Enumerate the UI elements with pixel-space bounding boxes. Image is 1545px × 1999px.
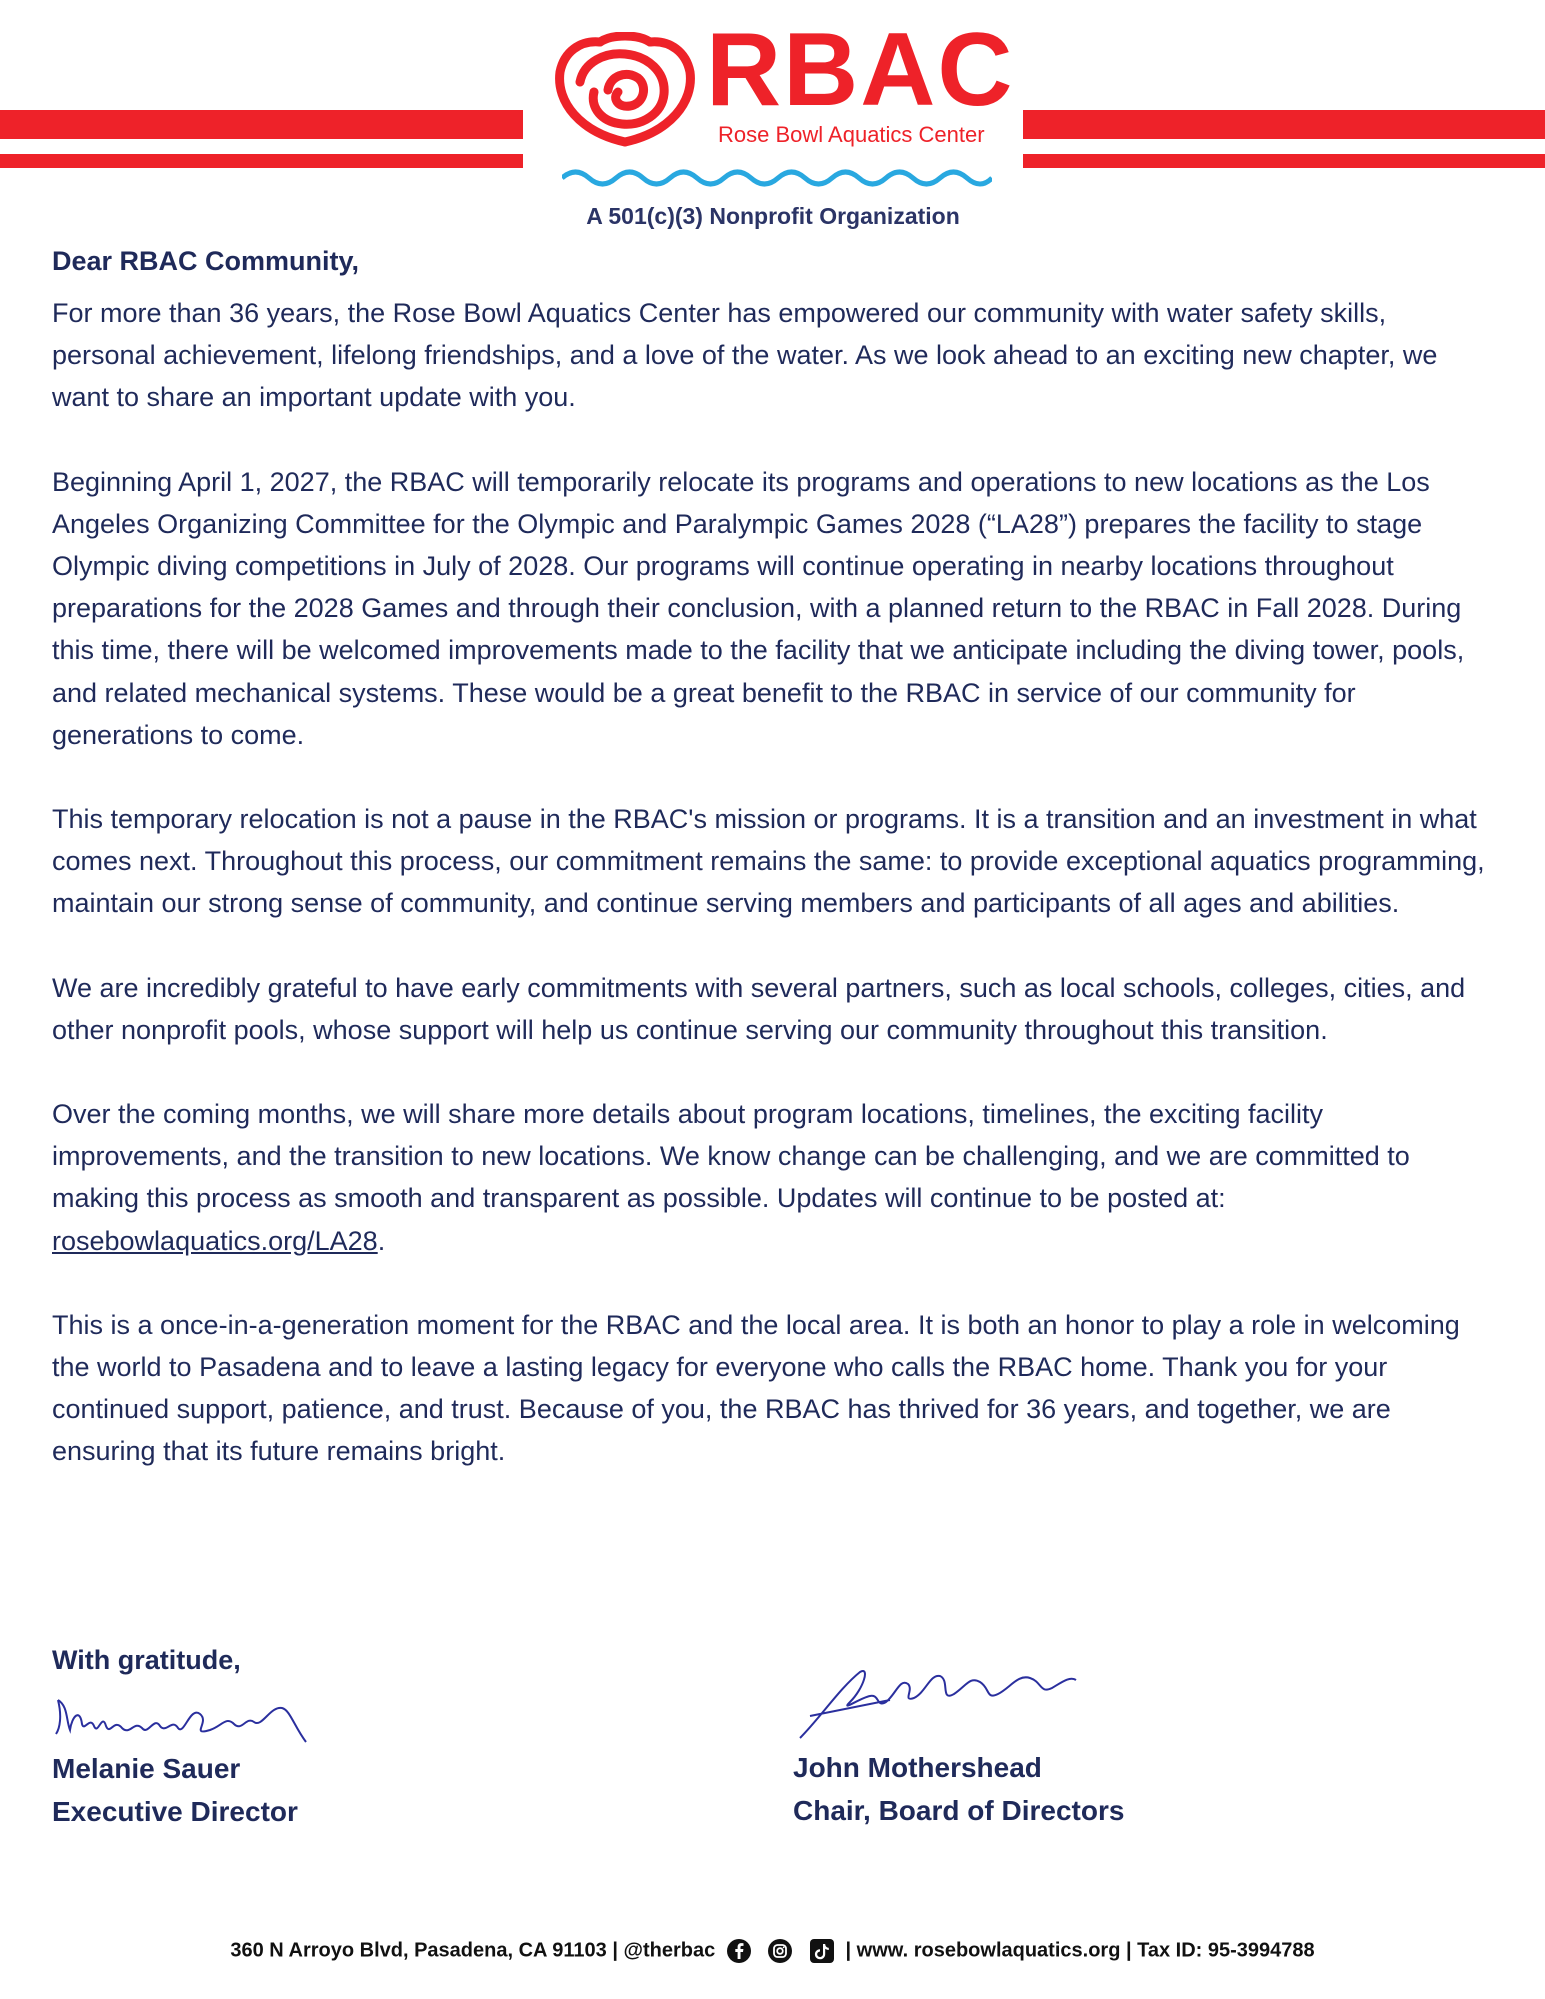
- header-stripe-right-thin: [1023, 154, 1545, 168]
- rose-icon: [550, 32, 700, 152]
- footer: [0, 1938, 1545, 1964]
- facebook-icon[interactable]: [726, 1938, 752, 1964]
- closing: With gratitude,: [52, 1645, 241, 1675]
- footer-address: 360 N Arroyo Blvd, Pasadena, CA 91103 | @therbac: [230, 1939, 716, 1962]
- paragraph-5-text: Over the coming months, we will share more details about program locations, timelines, the exciting facility improvements, and the transition to new locations. We know change can be challenging, and we are committed to making this process as smooth and transparent as possible. Updates will continue to be posted at:: [52, 1099, 1410, 1214]
- header-stripe-left-thick: [0, 110, 523, 139]
- paragraph-3: This temporary relocation is not a pause in the RBAC's mission or programs. It is a transition and an investment in what comes next. Throughout this process, our commitment remains the same: to provide exceptional aquatics programming, maintain our strong sense of community, and continue serving members and participants of all ages and abilities.: [52, 804, 1485, 919]
- rbac-logo: [548, 12, 1015, 226]
- paragraph-1: For more than 36 years, the Rose Bowl Aquatics Center has empowered our community with water safety skills, personal achievement, lifelong friendships, and a love of the water. As we look ahead to an exciting new chapter, we want to share an important update with you.: [52, 298, 1438, 413]
- tiktok-icon[interactable]: [809, 1938, 835, 1964]
- logo-title: RBAC: [706, 12, 1015, 128]
- signer-2: [793, 1746, 1124, 1832]
- signer-2-name: John Mothershead: [793, 1752, 1042, 1783]
- header-stripe-right-thick: [1023, 110, 1545, 139]
- letter-body: [52, 244, 1497, 1515]
- signature-john-mothershead: [790, 1658, 1080, 1748]
- paragraph-4: We are incredibly grateful to have early commitments with several partners, such as local schools, colleges, cities, and other nonprofit pools, whose support will help us continue serving our community throughout this transition.: [52, 972, 1466, 1045]
- paragraph-5-end: .: [377, 1225, 386, 1256]
- logo-subtitle: Rose Bowl Aquatics Center: [718, 122, 985, 147]
- la28-updates-link[interactable]: rosebowlaquatics.org/LA28: [52, 1225, 378, 1256]
- paragraph-5: [52, 1093, 1497, 1262]
- instagram-icon[interactable]: [767, 1938, 793, 1964]
- signer-1: [52, 1747, 298, 1833]
- paragraph-2: Beginning April 1, 2027, the RBAC will temporarily relocate its programs and operations to new locations as the Los Angeles Organizing Committee for the Olympic and Paralympic Games 2028 (“LA28”) prepares the facility to stage Olympic diving competitions in July of 2028. Our programs will continue operating in nearby locations throughout preparations for the 2028 Games and through their conclusion, with a planned return to the RBAC in Fall 2028. During this time, there will be welcomed improvements made to the facility that we anticipate including the diving tower, pools, and related mechanical systems. These would be a great benefit to the RBAC in service of our community for generations to come.: [52, 466, 1465, 750]
- signer-1-title: Executive Director: [52, 1796, 298, 1827]
- signer-2-title: Chair, Board of Directors: [793, 1795, 1125, 1826]
- greeting: Dear RBAC Community,: [52, 246, 360, 276]
- tagline: A 501(c)(3) Nonprofit Organization: [586, 203, 960, 229]
- footer-website-taxid: | www. rosebowlaquatics.org | Tax ID: 95-3994788: [845, 1939, 1315, 1962]
- paragraph-6: This is a once-in-a-generation moment for the RBAC and the local area. It is both an honor to play a role in welcoming the world to Pasadena and to leave a lasting legacy for everyone who calls the RBAC home. Thank you for your continued support, patience, and trust. Because of you, the RBAC has thrived for 36 years, and together, we are ensuring that its future remains bright.: [52, 1309, 1460, 1467]
- signature-melanie-sauer: [50, 1686, 310, 1746]
- signer-1-name: Melanie Sauer: [52, 1753, 241, 1784]
- header-stripe-left-thin: [0, 154, 523, 168]
- wave-decoration: [562, 166, 992, 190]
